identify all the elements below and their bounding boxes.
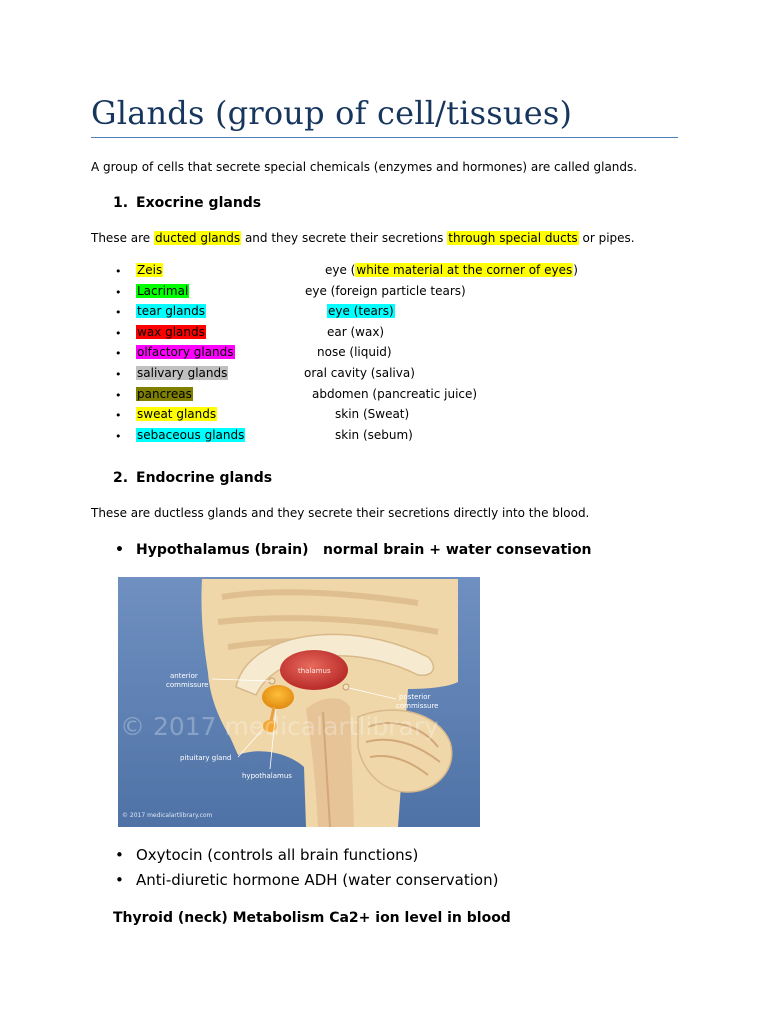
section-heading-endocrine xyxy=(113,470,272,486)
gland-name: sebaceous glands xyxy=(137,427,245,442)
gland-location xyxy=(335,407,409,421)
gland-location xyxy=(325,263,578,277)
hormone-text: Anti-diuretic hormone ADH (water conservation) xyxy=(136,871,499,889)
hypothalamus-function: normal brain + water consevation xyxy=(323,542,592,558)
gland-location xyxy=(327,325,384,339)
location-text: skin (Sweat) xyxy=(335,407,410,422)
section-title: Endocrine glands xyxy=(136,470,273,486)
hypothalamus xyxy=(262,685,294,709)
desc-text: and they secrete their secretions xyxy=(241,231,448,245)
section-heading-exocrine xyxy=(113,195,261,211)
label-hypothalamus: hypothalamus xyxy=(242,772,292,780)
location-text: eye ( xyxy=(325,263,356,277)
thyroid-heading: Thyroid (neck) Metabolism Ca2+ ion level in blood xyxy=(113,910,511,926)
gland-location xyxy=(304,366,415,380)
bullet: • xyxy=(115,367,122,381)
intro-paragraph: A group of cells that secrete special chemicals (enzymes and hormones) are called glands. xyxy=(91,160,638,174)
gland-name: wax glands xyxy=(137,324,205,339)
location-text: eye (foreign particle tears) xyxy=(305,283,466,298)
location-highlight: eye (tears) xyxy=(328,304,394,319)
gland-name: Zeis xyxy=(137,263,163,277)
location-text: oral cavity (saliva) xyxy=(304,365,415,380)
bullet: • xyxy=(115,409,122,423)
brain-diagram xyxy=(118,577,480,827)
section-number: 2. xyxy=(113,470,129,486)
label-pituitary: pituitary gland xyxy=(180,754,232,762)
location-text: ear (wax) xyxy=(327,324,385,339)
watermark: © 2017 medicalartlibrary xyxy=(120,712,439,741)
label-anterior-commissure: commissure xyxy=(166,681,209,689)
gland-location xyxy=(312,387,477,401)
bullet: • xyxy=(115,542,124,558)
page-title: Glands (group of cell/tissues) xyxy=(91,94,573,132)
desc-text: These are xyxy=(91,231,154,245)
bullet: • xyxy=(115,326,122,340)
hormone-text: Oxytocin (controls all brain functions) xyxy=(136,846,419,864)
hypothalamus-label: Hypothalamus (brain) xyxy=(136,542,309,558)
bullet: • xyxy=(115,306,122,320)
label-posterior-commissure: commissure xyxy=(396,702,439,710)
location-text: skin (sebum) xyxy=(335,427,413,442)
desc-highlight-ducted: ducted glands xyxy=(155,231,241,245)
bullet: • xyxy=(115,846,124,864)
bullet: • xyxy=(115,265,122,278)
gland-name: sweat glands xyxy=(137,407,217,422)
title-underline xyxy=(91,137,678,138)
gland-name: tear glands xyxy=(137,304,205,319)
copyright-text: © 2017 medicalartlibrary.com xyxy=(122,812,213,819)
gland-location xyxy=(335,428,413,442)
gland-name: pancreas xyxy=(137,386,192,401)
gland-location xyxy=(305,284,466,298)
gland-name: salivary glands xyxy=(137,365,228,380)
gland-name: Lacrimal xyxy=(137,283,189,298)
bullet: • xyxy=(115,388,122,402)
brain-illustration xyxy=(118,577,480,827)
posterior-commissure xyxy=(343,684,349,690)
endocrine-description: These are ductless glands and they secrete their secretions directly into the blood. xyxy=(91,506,590,520)
label-anterior: anterior xyxy=(170,672,198,680)
bullet: • xyxy=(115,347,122,361)
gland-name: olfactory glands xyxy=(137,345,234,360)
gland-location xyxy=(317,345,392,359)
desc-highlight-ducts: through special ducts xyxy=(448,231,578,245)
location-highlight: white material at the corner of eyes xyxy=(356,263,573,277)
bullet: • xyxy=(115,429,122,443)
location-text: nose (liquid) xyxy=(317,345,392,360)
exocrine-description xyxy=(91,231,635,245)
bullet: • xyxy=(115,871,124,889)
gland-location xyxy=(327,304,395,318)
section-title: Exocrine glands xyxy=(136,195,262,211)
location-text-tail: ) xyxy=(573,263,578,277)
label-posterior: posterior xyxy=(399,693,431,701)
label-thalamus: thalamus xyxy=(298,667,331,675)
bullet: • xyxy=(115,285,122,299)
desc-text: or pipes. xyxy=(578,231,635,245)
location-text: abdomen (pancreatic juice) xyxy=(312,386,478,401)
section-number: 1. xyxy=(113,195,129,211)
